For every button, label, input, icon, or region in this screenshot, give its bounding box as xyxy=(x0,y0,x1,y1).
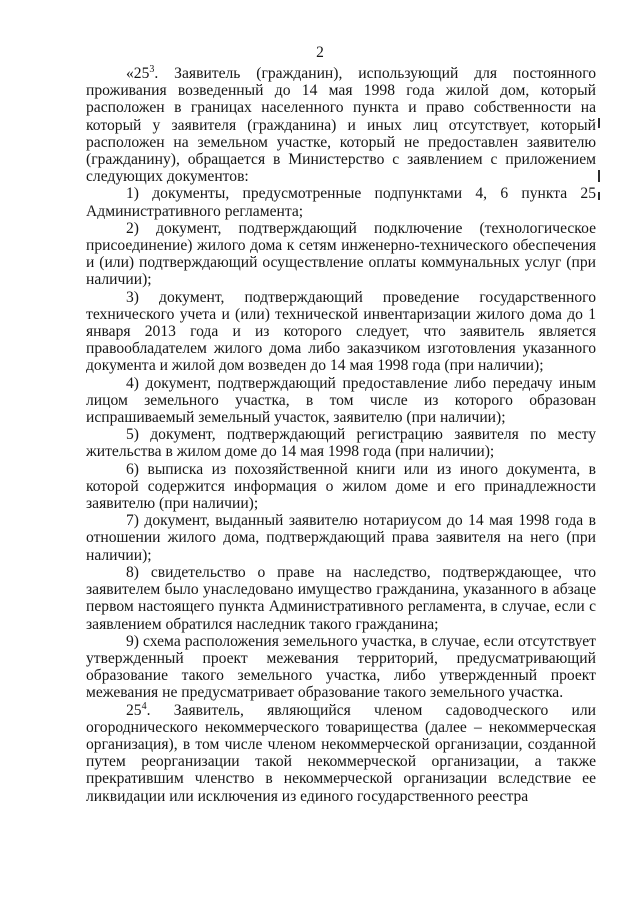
list-item-4: 4) документ, подтверждающий предоставление либо передачу иным лицом земельного участка, в том числе из которого образован испрашиваемый земельный участок, заявителю (при наличии); xyxy=(86,374,596,427)
list-item-9: 9) схема расположения земельного участка, в случае, если отсутствует утвержденный проект межевания территорий, предусматривающий образование такого земельного участка, либо утвержденный проект межевания не предусматривает образование такого земельного участка. xyxy=(86,632,596,702)
scan-margin-mark xyxy=(598,192,600,200)
paragraph-superscript: 3 xyxy=(149,63,155,75)
list-item-5: 5) документ, подтверждающий регистрацию заявителя по месту жительства в жилом доме до 14 мая 1998 года (при наличии); xyxy=(86,426,596,461)
paragraph-number: «25 xyxy=(126,65,150,82)
paragraph-25-4 xyxy=(86,702,596,805)
document-body xyxy=(86,65,596,805)
paragraph-text: . Заявитель, являющийся членом садоводческого или огороднического некоммерческого товарищества (далее – некоммерческая организация), в том числе членом некоммерческой организации, созданной путем реорганизации такой некоммерческой организации, а также прекратившим членство в некоммерческой организации вследствие ее ликвидации или исключения из единого государственного реестра xyxy=(86,701,596,805)
list-item-6: 6) выписка из похозяйственной книги или из иного документа, в которой содержится информация о жилом доме и его принадлежности заявителю (при наличии); xyxy=(86,460,596,513)
paragraph-text: . Заявитель (гражданин), использующий для постоянного проживания возведенный до 14 мая 1998 года жилой дом, который расположен в границах населенного пункта и право собственности на который у заявителя (гражданина) и иных лиц отсутствует, который расположен на земельном участке, который не предоставлен заявителю (гражданину), обращается в Министерство с заявлением с приложением следующих документов: xyxy=(86,65,596,186)
paragraph-number: 25 xyxy=(126,701,142,719)
scan-margin-mark xyxy=(598,118,600,128)
paragraph-superscript: 4 xyxy=(141,700,147,712)
list-item-7: 7) документ, выданный заявителю нотариусом до 14 мая 1998 года в отношении жилого дома, подтверждающий права заявителя на него (при наличии); xyxy=(86,512,596,564)
scan-margin-mark xyxy=(598,170,600,182)
list-item-1: 1) документы, предусмотренные подпунктами 4, 6 пункта 25 Административного регламента; xyxy=(86,185,596,220)
page-number: 2 xyxy=(316,44,324,61)
list-item-3: 3) документ, подтверждающий проведение государственного технического учета и (или) технической инвентаризации жилого дома до 1 января 2013 года и из которого следует, что заявитель является правообладателем жилого дома либо заказчиком изготовления указанного документа и жилой дом возведен до 14 мая 1998 года (при наличии); xyxy=(86,288,596,375)
list-item-8: 8) свидетельство о праве на наследство, подтверждающее, что заявителем было унаследовано имущество гражданина, указанного в абзаце первом настоящего пункта Административного регламента, в случае, если с заявлением обратился наследник такого гражданина; xyxy=(86,563,596,633)
list-item-2: 2) документ, подтверждающий подключение (технологическое присоединение) жилого дома к сетям инженерно-технического обеспечения и (или) подтверждающий осуществление оплаты коммунальных услуг (при наличии); xyxy=(86,219,596,289)
paragraph-25-3 xyxy=(86,65,596,185)
